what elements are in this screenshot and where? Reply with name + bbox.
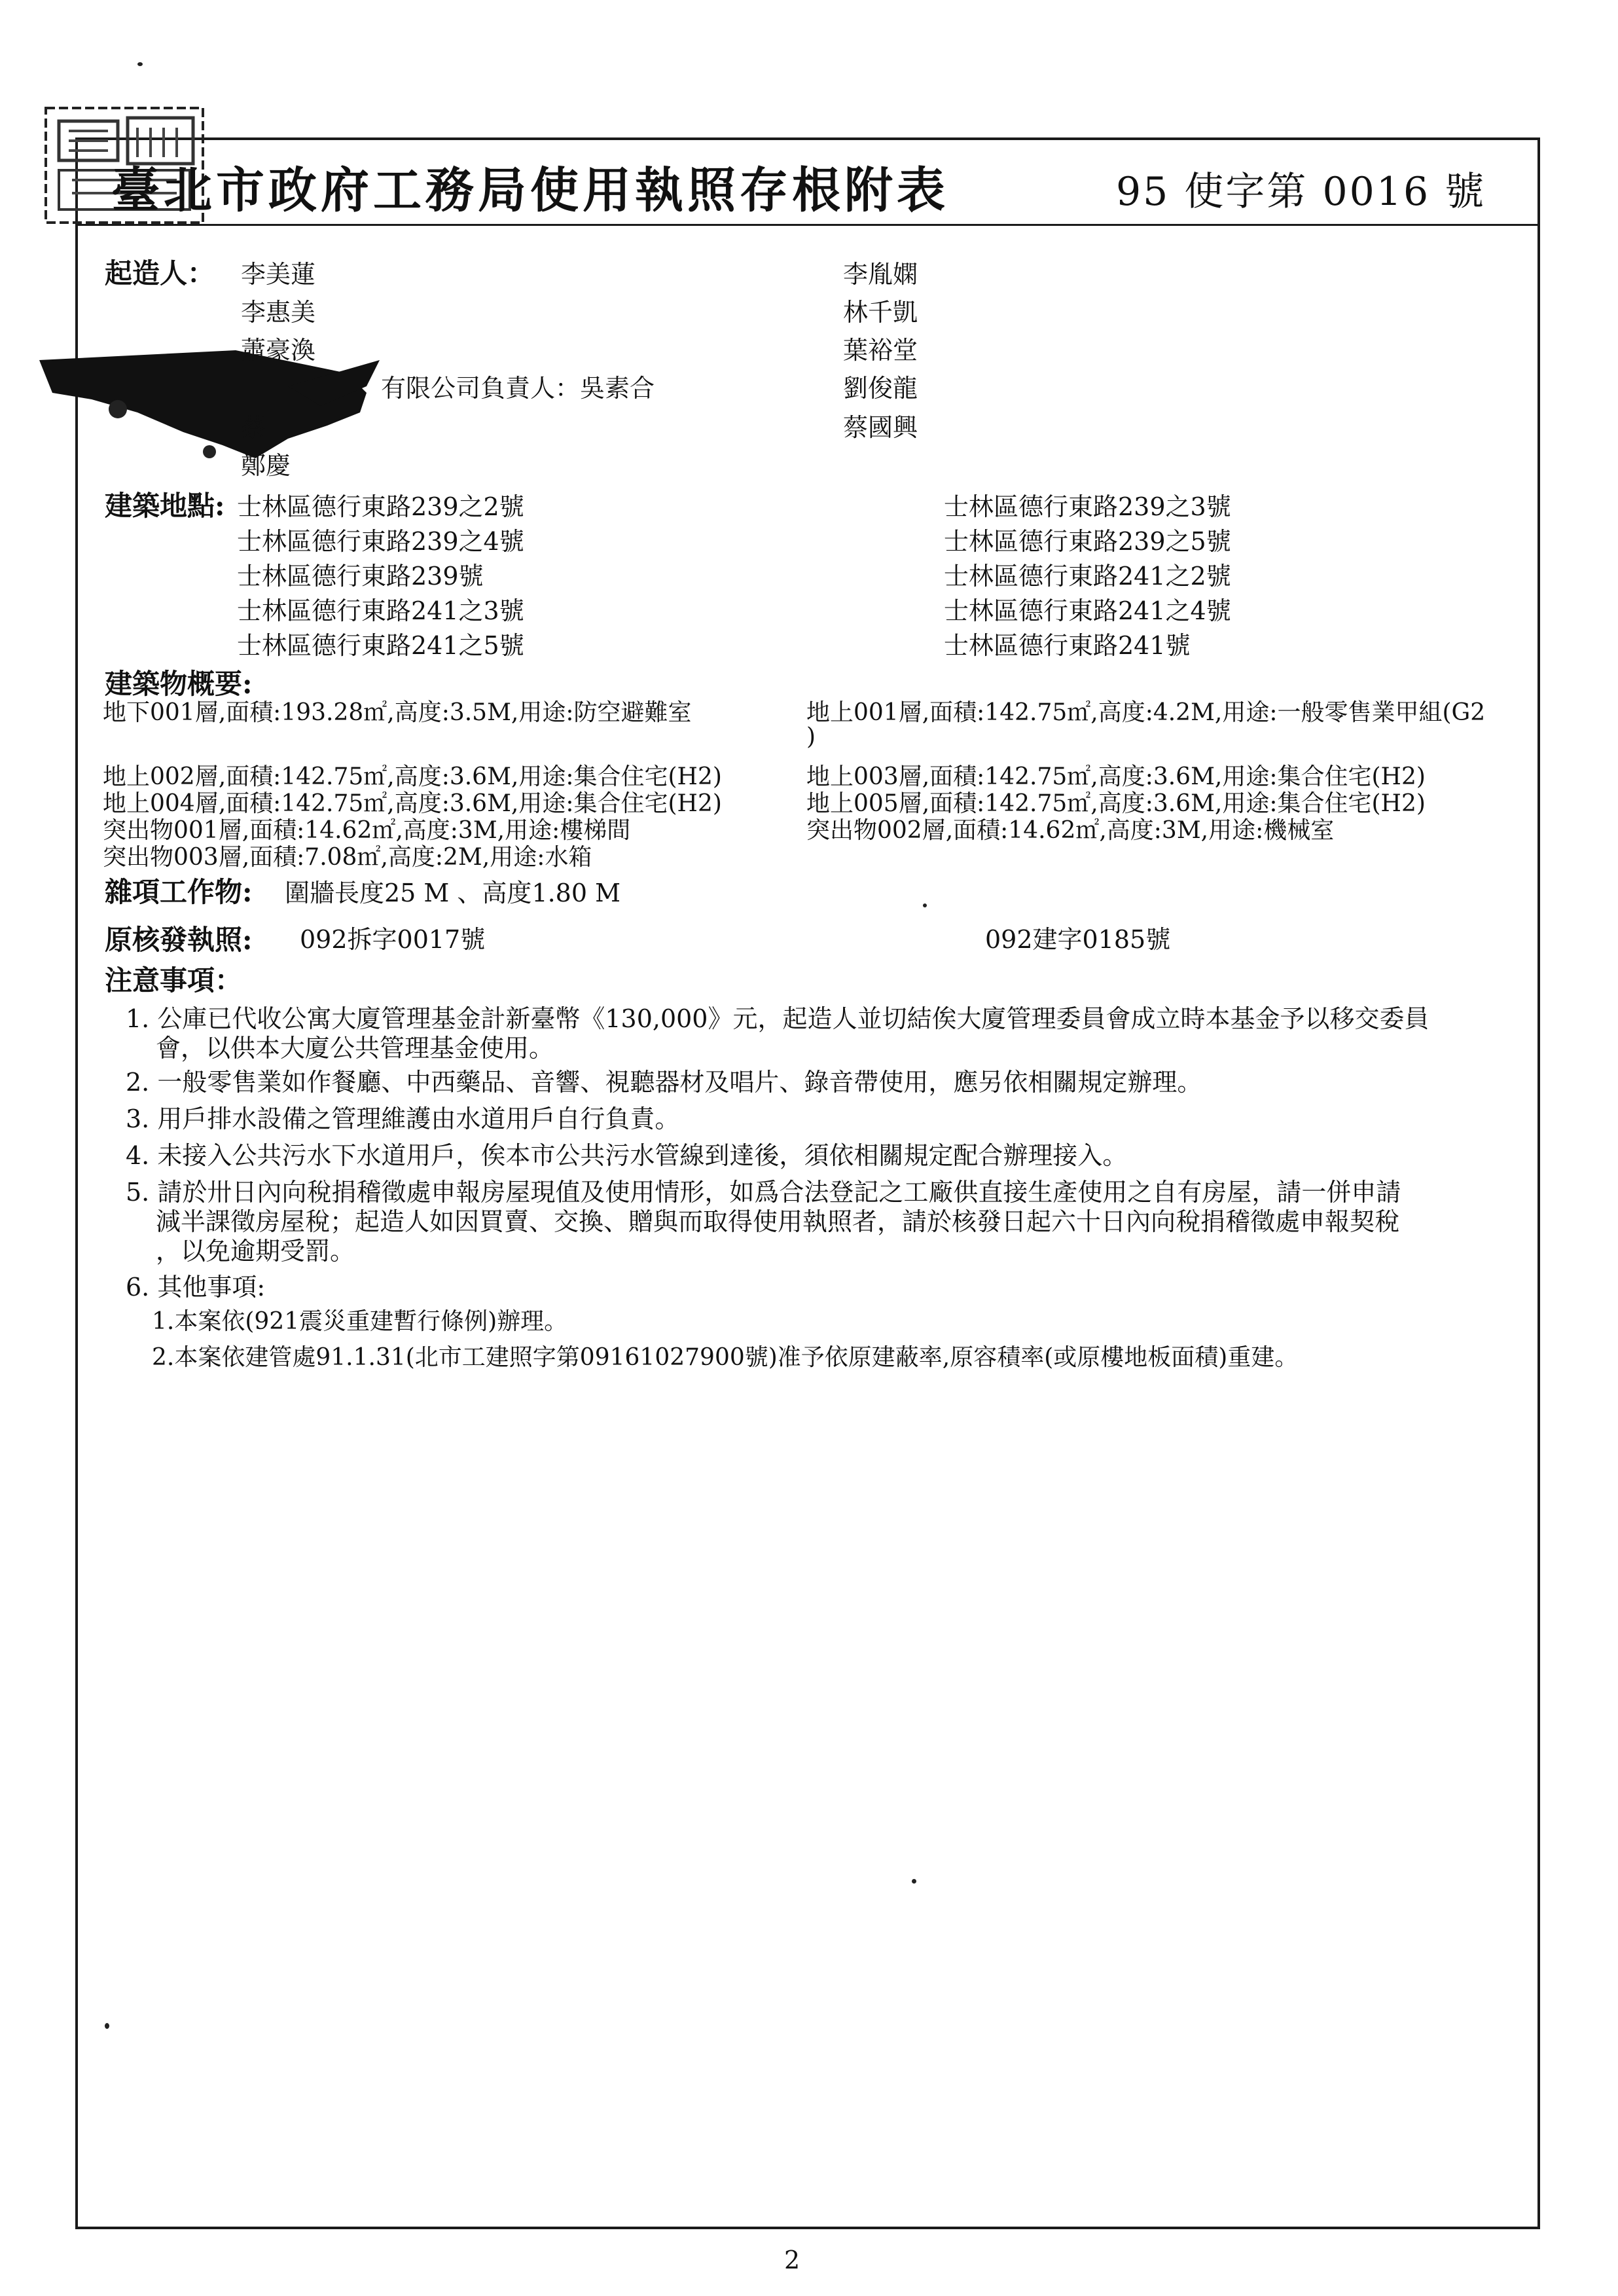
builder-name: 鄭慶: [241, 451, 291, 480]
original-permits-label: 原核發執照:: [105, 924, 253, 956]
note-item-continued: 會，以供本大廈公共管理基金使用。: [156, 1034, 554, 1063]
floor-spec: 突出物002層,面積:14.62㎡,高度:3M,用途:機械室: [806, 817, 1335, 844]
floor-spec: 突出物003層,面積:7.08㎡,高度:2M,用途:水箱: [103, 844, 592, 871]
address: 士林區德行東路239之2號: [237, 492, 524, 521]
floor-spec: 地下001層,面積:193.28㎡,高度:3.5M,用途:防空避難室: [103, 699, 692, 726]
floor-spec-continued: ): [806, 723, 816, 750]
note-item: 3. 用戶排水設備之管理維護由水道用戶自行負責。: [126, 1104, 680, 1133]
note-item: 5. 請於卅日內向稅捐稽徵處申報房屋現值及使用情形，如爲合法登記之工廠供直接生產使用之自有房屋，請一併申請: [126, 1178, 1401, 1207]
address: 士林區德行東路241之3號: [237, 596, 524, 625]
note-item: 6. 其他事項:: [126, 1273, 266, 1302]
builder-name: 蔡: [241, 413, 266, 442]
note-subitem: 1.本案依(921震災重建暫行條例)辦理。: [152, 1308, 568, 1335]
builder-name: 李美蓮: [241, 260, 316, 289]
page-number: 2: [784, 2246, 800, 2274]
note-item: 2. 一般零售業如作餐廳、中西藥品、音響、視聽器材及唱片、錄音帶使用，應另依相關規定辦理。: [126, 1068, 1202, 1097]
document-title: 臺北市政府工務局使用執照存根附表: [111, 162, 949, 219]
builder-name: 蕭豪渙: [241, 336, 316, 365]
note-subitem: 2.本案依建管處91.1.31(北市工建照字第09161027900號)准予依原建蔽率,原容積率(或原樓地板面積)重建。: [152, 1344, 1299, 1371]
builder-name: 李胤嫻: [843, 260, 918, 289]
note-item: 4. 未接入公共污水下水道用戶，俟本市公共污水管線到達後，須依相關規定配合辦理接入。: [126, 1141, 1128, 1170]
permit-number: 95 使字第 0016 號: [1116, 169, 1486, 215]
note-item-continued: 減半課徵房屋稅；起造人如因買賣、交換、贈與而取得使用執照者，請於核發日起六十日內向稅捐稽徵處申報契稅: [156, 1207, 1400, 1236]
floor-spec: 地上003層,面積:142.75㎡,高度:3.6M,用途:集合住宅(H2): [806, 763, 1426, 790]
address: 士林區德行東路241之5號: [237, 631, 524, 660]
scan-speck: [137, 62, 143, 66]
original-permit-number: 092建字0185號: [985, 925, 1171, 954]
floor-spec: 地上002層,面積:142.75㎡,高度:3.6M,用途:集合住宅(H2): [103, 763, 722, 790]
builder-name: 林千凱: [843, 298, 918, 327]
misc-works-label: 雜項工作物:: [105, 876, 253, 908]
address: 士林區德行東路239之3號: [944, 492, 1231, 521]
scan-speck: [912, 1879, 916, 1884]
floor-spec: 突出物001層,面積:14.62㎡,高度:3M,用途:樓梯間: [103, 817, 631, 844]
location-label: 建築地點:: [105, 490, 225, 522]
original-permit-number: 092拆字0017號: [300, 925, 486, 954]
builders-label: 起造人：: [105, 257, 215, 289]
notes-label: 注意事項：: [105, 964, 243, 996]
builder-name: 劉俊龍: [843, 374, 918, 403]
builder-company: 有限公司負責人：吳素合: [381, 374, 655, 403]
builder-name: 葉裕堂: [843, 336, 918, 365]
scan-speck: [105, 2023, 109, 2029]
builder-name: 李惠美: [241, 298, 316, 327]
address: 士林區德行東路239號: [237, 562, 484, 591]
title-divider: [75, 224, 1540, 226]
scan-speck: [923, 903, 927, 907]
floor-spec: 地上004層,面積:142.75㎡,高度:3.6M,用途:集合住宅(H2): [103, 790, 722, 817]
floor-spec: 地上005層,面積:142.75㎡,高度:3.6M,用途:集合住宅(H2): [806, 790, 1426, 817]
floor-spec: 地上001層,面積:142.75㎡,高度:4.2M,用途:一般零售業甲組(G2: [806, 699, 1486, 726]
address: 士林區德行東路241之2號: [944, 562, 1231, 591]
builder-name: 蔡國興: [843, 413, 918, 442]
note-item: 1. 公庫已代收公寓大廈管理基金計新臺幣《130,000》元，起造人並切結俟大廈管理委員會成立時本基金予以移交委員: [126, 1004, 1429, 1033]
misc-works-value: 圍牆長度25 M 、高度1.80 M: [285, 879, 621, 907]
address: 士林區德行東路241之4號: [944, 596, 1231, 625]
redaction-blot: [39, 347, 380, 465]
note-item-continued: ，以免逾期受罰。: [156, 1237, 355, 1266]
address: 士林區德行東路239之4號: [237, 527, 524, 556]
address: 士林區德行東路241號: [944, 631, 1191, 660]
overview-label: 建築物概要:: [105, 668, 253, 700]
address: 士林區德行東路239之5號: [944, 527, 1231, 556]
